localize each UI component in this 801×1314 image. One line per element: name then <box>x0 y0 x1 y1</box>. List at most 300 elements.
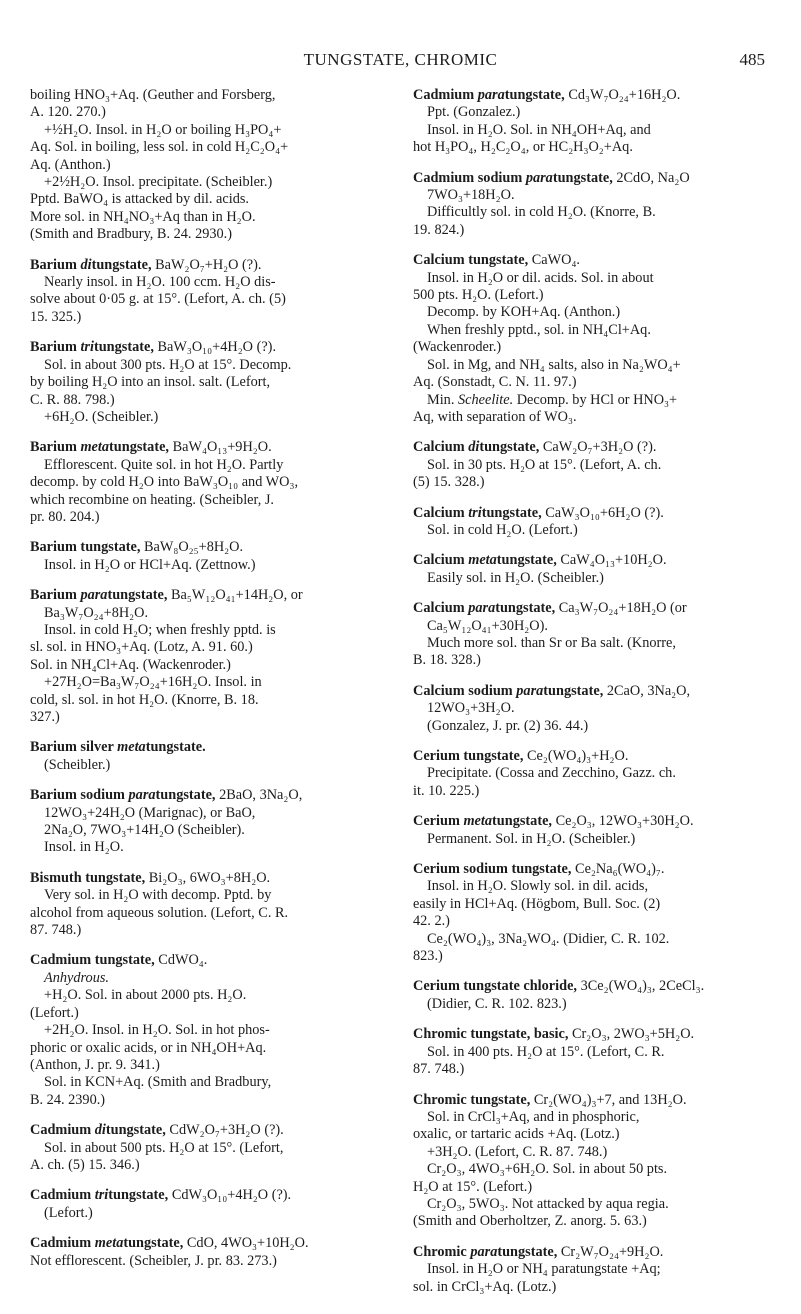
entry-text: Sol. in about 500 pts. H₂O at 15°. (Lefort, <box>44 1139 284 1156</box>
entry-line <box>30 587 382 604</box>
entry-text: BaW₃O₁₀+4H₂O (?). <box>157 339 277 356</box>
entry-line <box>413 87 771 104</box>
entry-line <box>413 439 771 456</box>
heading-prefix: di <box>468 439 480 456</box>
entry-line <box>30 739 382 756</box>
entry-text: CdO, 4WO₃+10H₂O. <box>186 1235 309 1252</box>
entry-text: Insol. in H₂O. Slowly sol. in dil. acids, <box>427 878 649 895</box>
entry-line <box>30 357 382 374</box>
entry-text: Sol. in about 300 pts. H₂O at 15°. Decomp. <box>44 356 292 373</box>
entry-text: Sol. in KCN+Aq. (Smith and Bradbury, <box>44 1074 272 1091</box>
entry-line <box>413 878 771 895</box>
entry-line <box>30 709 382 726</box>
entry-line <box>413 948 771 965</box>
entry-text: More sol. in NH₄NO₃+Aq than in H₂O. <box>30 208 256 225</box>
entry-text: Bi₂O₃, 6WO₃+8H₂O. <box>148 869 271 886</box>
entry-line <box>30 274 382 291</box>
entry-text: A. ch. (5) 15. 346.) <box>30 1156 140 1173</box>
entry <box>413 861 771 965</box>
entry-line <box>413 1144 771 1161</box>
entry-text: 823.) <box>413 948 443 965</box>
entry-text: (Didier, C. R. 102. 823.) <box>427 995 567 1012</box>
entry-line <box>413 1244 771 1261</box>
entry-text: B. 24. 2390.) <box>30 1091 106 1108</box>
entry-line <box>413 1279 771 1296</box>
entry-text: Cr₂O₃, 2WO₃+5H₂O. <box>571 1026 695 1043</box>
entry-heading: Cadmium tungstate, <box>30 952 159 969</box>
entry-line <box>413 357 771 374</box>
entry-line <box>30 191 382 208</box>
entry-heading: Chromic tungstate, basic, <box>413 1026 572 1043</box>
entry-line <box>413 1196 771 1213</box>
entry-text: Sol. in NH₄Cl+Aq. (Wackenroder.) <box>30 656 231 673</box>
entry-text: by boiling H₂O into an insol. salt. (Lefort, <box>30 374 271 391</box>
entry-line <box>413 635 771 652</box>
entry-text: +6H₂O. (Scheibler.) <box>44 408 159 425</box>
heading-prefix-wrapper <box>468 600 495 616</box>
entry-line <box>30 157 382 174</box>
entry-text: Ba₅W₁₂O₄₁+14H₂O, or <box>171 587 303 604</box>
entry-text: Decomp. by HCl or HNO₃+ <box>513 391 678 408</box>
entry-text: Insol. in H₂O or HCl+Aq. (Zettnow.) <box>44 556 256 573</box>
entry-text: 2CaO, 3Na₂O, <box>606 682 691 699</box>
entry-text: Ca₅W₁₂O₄₁+30H₂O). <box>427 617 548 634</box>
entry-text: (Wackenroder.) <box>413 339 502 356</box>
right-column <box>413 87 771 1309</box>
heading-prefix: para <box>516 682 544 699</box>
entry-line <box>30 104 382 121</box>
entry-heading: Cadmium <box>30 1187 95 1204</box>
entry-line <box>30 1157 382 1174</box>
heading-prefix-wrapper <box>468 439 479 455</box>
entry-line <box>413 618 771 635</box>
entry-text: 7WO₃+18H₂O. <box>427 187 515 204</box>
entry-line <box>413 122 771 139</box>
entry-line <box>413 931 771 948</box>
entry-line <box>30 922 382 939</box>
entry-text: BaW₂O₇+H₂O (?). <box>155 256 262 273</box>
entry-line <box>413 170 771 187</box>
heading-prefix-wrapper <box>470 1244 497 1260</box>
entry-heading: Barium <box>30 339 81 356</box>
entry-line <box>413 392 771 409</box>
entry-text: 2BaO, 3Na₂O, <box>219 787 303 804</box>
entry-text: (Scheibler.) <box>44 756 111 773</box>
entry <box>30 870 382 940</box>
entry-text: Sol. in cold H₂O. (Lefort.) <box>427 521 578 538</box>
entry-text: BaW₄O₁₃+9H₂O. <box>172 439 272 456</box>
entry-line <box>413 831 771 848</box>
entry-text: CaW₃O₁₀+6H₂O (?). <box>545 504 664 521</box>
page-number: 485 <box>739 50 765 69</box>
entry <box>413 87 771 157</box>
entry-line <box>30 1235 382 1252</box>
entry-text: 3Ce₂(WO₄)₃, 2CeCl₃. <box>580 978 705 995</box>
heading-prefix-wrapper <box>80 439 109 455</box>
entry-heading: Barium sodium <box>30 787 129 804</box>
heading-prefix-wrapper <box>516 683 543 699</box>
entry-line <box>30 392 382 409</box>
heading-prefix-wrapper <box>468 552 497 568</box>
entry <box>30 587 382 726</box>
heading-prefix-wrapper <box>463 813 492 829</box>
entry-line <box>30 1122 382 1139</box>
entry <box>413 439 771 491</box>
entry-text: +2H₂O. Insol. in H₂O. Sol. in hot phos- <box>44 1022 270 1039</box>
entry-text: 2CdO, Na₂O <box>616 169 690 186</box>
entry-text: Efflorescent. Quite sol. in hot H₂O. Partly <box>44 456 284 473</box>
entry-text: 15. 325.) <box>30 308 82 325</box>
entry-line <box>30 557 382 574</box>
entry-text: 327.) <box>30 709 60 725</box>
heading-prefix: para <box>470 1243 498 1260</box>
entry-heading: tungstate, <box>481 504 546 521</box>
entry-line <box>413 222 771 239</box>
entry-heading: tungstate, <box>543 682 607 699</box>
heading-prefix: para <box>468 600 496 617</box>
entry <box>30 439 382 526</box>
entry-text: Easily sol. in H₂O. (Scheibler.) <box>427 569 604 586</box>
entry-heading: Cerium sodium tungstate, <box>413 861 576 878</box>
entry-text: Nearly insol. in H₂O. 100 ccm. H₂O dis- <box>44 274 276 291</box>
entry-line <box>30 439 382 456</box>
entry-line <box>30 1074 382 1091</box>
entry-text: Sol. in 400 pts. H₂O at 15°. (Lefort, C. R. <box>427 1043 665 1060</box>
entry-line <box>413 783 771 800</box>
entry-line <box>30 822 382 839</box>
entry-text: 87. 748.) <box>30 922 82 939</box>
entry-heading: Cerium tungstate chloride, <box>413 978 581 995</box>
heading-prefix: para <box>477 87 505 103</box>
entry-text: Pptd. BaWO₄ is attacked by dil. acids. <box>30 191 249 208</box>
entry-heading: Barium <box>30 587 81 604</box>
entry-line <box>413 374 771 391</box>
entry <box>30 952 382 1109</box>
entry-text: (Lefort.) <box>30 1004 79 1021</box>
heading-prefix: para <box>128 787 156 804</box>
entry-heading: Chromic <box>413 1243 471 1260</box>
entry-heading: Barium tungstate, <box>30 539 144 556</box>
entry-text: Aq. Sol. in boiling, less sol. in cold H₂C₂O₄+ <box>30 139 289 156</box>
entry-line <box>30 122 382 139</box>
entry-text: B. 18. 328.) <box>413 652 481 669</box>
entry-heading: tungstate, <box>108 1187 172 1204</box>
entry-heading: Barium <box>30 439 81 456</box>
entry-text: Cr₂W₇O₂₄+9H₂O. <box>560 1243 664 1260</box>
entry-line <box>413 1213 771 1230</box>
entry-text: Decomp. by KOH+Aq. (Anthon.) <box>427 304 621 321</box>
entry-line <box>413 1261 771 1278</box>
entry-line <box>30 1057 382 1074</box>
entry-line <box>30 309 382 326</box>
entry-heading: Cerium <box>413 813 464 830</box>
entry-text: Much more sol. than Sr or Ba salt. (Knorre, <box>427 634 676 651</box>
entry-line <box>30 257 382 274</box>
entry-line <box>413 1061 771 1078</box>
entry-line <box>30 1253 382 1270</box>
entry-line <box>30 1092 382 1109</box>
entry-text: Aq. (Sonstadt, C. N. 11. 97.) <box>413 374 577 391</box>
entry-heading: Cadmium <box>30 1122 95 1139</box>
entry-line <box>413 522 771 539</box>
entry-text: Insol. in H₂O. <box>44 839 124 856</box>
entry <box>30 1122 382 1174</box>
entry-line <box>413 1126 771 1143</box>
entry <box>30 339 382 426</box>
entry-line <box>413 1179 771 1196</box>
entry-line <box>413 1161 771 1178</box>
entry-heading: Calcium tungstate, <box>413 252 532 269</box>
entry <box>30 539 382 574</box>
entry-line <box>30 1187 382 1204</box>
entry-line <box>30 787 382 804</box>
entry-text: Ca₃W₇O₂₄+18H₂O (or <box>558 600 687 617</box>
entry-text: CaW₄O₁₃+10H₂O. <box>560 552 667 569</box>
heading-prefix: meta <box>94 1235 124 1252</box>
entry-text: 12WO₃+3H₂O. <box>427 700 515 717</box>
entry-line <box>30 622 382 639</box>
entry-heading: Calcium <box>413 600 469 617</box>
entry-heading: tungstate, <box>479 439 543 456</box>
entry-line <box>30 1005 382 1022</box>
entry-text: 500 pts. H₂O. (Lefort.) <box>413 287 544 304</box>
entry-heading: tungstate, <box>492 813 556 830</box>
entry-line <box>30 339 382 356</box>
entry-line <box>413 187 771 204</box>
entry-line <box>413 996 771 1013</box>
entry-text: Aq. (Anthon.) <box>30 156 111 173</box>
entry-line <box>30 1140 382 1157</box>
entry-line <box>413 552 771 569</box>
entry-line <box>413 104 771 121</box>
entry-text: Cr₂O₃, 5WO₃. Not attacked by aqua regia. <box>427 1195 669 1212</box>
entry-line <box>413 570 771 587</box>
entry-heading: tungstate, <box>497 1243 561 1260</box>
entry-line <box>413 270 771 287</box>
entry-text: +27H₂O=Ba₃W₇O₂₄+16H₂O. Insol. in <box>44 674 262 691</box>
entry-text: phoric or oxalic acids, or in NH₄OH+Aq. <box>30 1039 267 1056</box>
entry-line <box>30 457 382 474</box>
heading-prefix: meta <box>117 739 146 756</box>
entry-line <box>413 700 771 717</box>
entry-heading: tungstate, <box>496 552 561 569</box>
entry-text: Very sol. in H₂O with decomp. Pptd. by <box>44 887 272 904</box>
entry-line <box>30 987 382 1004</box>
entry-line <box>413 409 771 426</box>
entry-text: Insol. in H₂O or dil. acids. Sol. in about <box>427 269 654 286</box>
entry-text: C. R. 88. 798.) <box>30 391 115 408</box>
entry-text: pr. 80. 204.) <box>30 508 100 525</box>
left-column <box>30 87 382 1283</box>
italic-text: Scheelite. <box>457 391 514 408</box>
entry-text: Sol. in CrCl₃+Aq, and in phosphoric, <box>427 1108 640 1125</box>
entry-text: 2Na₂O, 7WO₃+14H₂O (Scheibler). <box>44 822 245 839</box>
entry-line <box>30 87 382 104</box>
entry-line <box>413 252 771 269</box>
entry-line <box>30 1040 382 1057</box>
entry-line <box>413 1026 771 1043</box>
entry-line <box>413 1092 771 1109</box>
entry-line <box>30 870 382 887</box>
entry-text: BaW₈O₂₅+8H₂O. <box>143 539 244 556</box>
heading-prefix: tri <box>468 504 482 521</box>
entry-line <box>30 509 382 526</box>
entry-line <box>413 322 771 339</box>
heading-prefix-wrapper <box>95 1187 109 1203</box>
heading-prefix-wrapper <box>95 1122 106 1138</box>
entry-line <box>30 970 382 987</box>
entry <box>413 252 771 426</box>
entry-line <box>30 805 382 822</box>
heading-prefix-wrapper <box>117 739 146 755</box>
entry-text: +2½H₂O. Insol. precipitate. (Scheibler.) <box>44 174 273 191</box>
entry-text: 19. 824.) <box>413 221 465 238</box>
entry <box>30 87 382 244</box>
entry-line <box>30 657 382 674</box>
entry <box>413 813 771 848</box>
entry-heading: tungstate, <box>109 439 173 456</box>
entry-heading: Calcium <box>413 504 469 521</box>
entry-line <box>413 765 771 782</box>
entry-text: (Smith and Oberholtzer, Z. anorg. 5. 63.) <box>413 1213 647 1230</box>
entry-text: CaWO₄. <box>531 252 581 269</box>
entry-heading: Bismuth tungstate, <box>30 869 149 886</box>
entry-text: Not efflorescent. (Scheibler, J. pr. 83. 273.) <box>30 1252 277 1269</box>
entry-line <box>30 226 382 243</box>
entry-text: solve about 0·05 g. at 15°. (Lefort, A. ch. (5) <box>30 291 286 308</box>
heading-prefix-wrapper <box>478 87 505 103</box>
entry-text: Insol. in H₂O or NH₄ paratungstate +Aq; <box>427 1261 661 1278</box>
entry-text: When freshly pptd., sol. in NH₄Cl+Aq. <box>427 321 651 338</box>
entry-text: Difficultly sol. in cold H₂O. (Knorre, B. <box>427 204 656 221</box>
entry-text: 12WO₃+24H₂O (Marignac), or BaO, <box>44 804 256 821</box>
entry-heading: Barium <box>30 256 81 273</box>
entry-heading: tungstate, <box>91 256 156 273</box>
heading-prefix-wrapper <box>129 787 156 803</box>
entry-heading: tungstate, <box>105 1122 170 1139</box>
entry-text: sl. sol. in HNO₃+Aq. (Lotz, A. 91. 60.) <box>30 639 253 656</box>
entry-line <box>413 304 771 321</box>
heading-prefix: meta <box>463 813 493 830</box>
entry-text: (Gonzalez, J. pr. (2) 36. 44.) <box>427 717 589 734</box>
entry-text: CaW₂O₇+3H₂O (?). <box>542 439 657 456</box>
entry-line <box>413 1109 771 1126</box>
entry-text: A. 120. 270.) <box>30 104 106 121</box>
entry-line <box>413 718 771 735</box>
entry-line <box>413 457 771 474</box>
running-head <box>0 50 801 80</box>
entry-text: easily in HCl+Aq. (Högbom, Bull. Soc. (2) <box>413 895 661 912</box>
entry-heading: Calcium <box>413 439 469 456</box>
entry <box>30 787 382 857</box>
heading-prefix-wrapper <box>95 1235 124 1251</box>
entry-line <box>30 374 382 391</box>
heading-prefix: meta <box>468 552 497 569</box>
entry-line <box>30 639 382 656</box>
entry-text: +3H₂O. (Lefort, C. R. 87. 748.) <box>427 1143 608 1160</box>
entry-heading: Cerium tungstate, <box>413 748 527 764</box>
entry-heading: tungstate, <box>93 339 158 356</box>
entry-heading: Barium silver <box>30 739 118 756</box>
entry-heading: Cadmium <box>413 87 478 103</box>
entry-text: (Smith and Bradbury, B. 24. 2930.) <box>30 226 232 243</box>
entry-line <box>30 887 382 904</box>
entry-text: Sol. in Mg, and NH₄ salts, also in Na₂WO₄+ <box>427 356 681 373</box>
heading-prefix: tri <box>80 339 94 356</box>
entry-line <box>30 692 382 709</box>
heading-prefix: para <box>80 587 108 604</box>
entry-line <box>413 474 771 491</box>
entry <box>413 1244 771 1296</box>
entry-text: Aq, with separation of WO₃. <box>413 408 577 425</box>
entry-text: Permanent. Sol. in H₂O. (Scheibler.) <box>427 830 636 847</box>
entry-text: Ce₂(WO₄)₃+H₂O. <box>526 748 629 764</box>
heading-prefix: tri <box>94 1187 109 1204</box>
entry <box>413 1026 771 1078</box>
entry-line <box>30 757 382 774</box>
entry-line <box>413 748 771 765</box>
entry-text: hot H₃PO₄, H₂C₂O₄, or HC₂H₃O₂+Aq. <box>413 139 633 156</box>
entry-line <box>30 905 382 922</box>
entry-line <box>413 204 771 221</box>
entry-text: alcohol from aqueous solution. (Lefort, C. R. <box>30 904 289 921</box>
entry <box>413 1092 771 1231</box>
entry-text: (5) 15. 328.) <box>413 474 485 491</box>
entry-line <box>30 492 382 509</box>
entry-line <box>30 1022 382 1039</box>
entry-line <box>30 839 382 856</box>
entry-line <box>30 605 382 622</box>
heading-prefix: para <box>525 169 553 186</box>
entry-heading: Calcium <box>413 552 469 569</box>
entry-line <box>413 913 771 930</box>
entry-heading: tungstate, <box>107 587 171 604</box>
entry-line <box>413 683 771 700</box>
entry-heading: tungstate, <box>155 787 220 804</box>
entry-line <box>30 209 382 226</box>
entry-line <box>30 474 382 491</box>
entry-line <box>413 600 771 617</box>
entry-text: sol. in CrCl₃+Aq. (Lotz.) <box>413 1278 557 1295</box>
entry-text: CdW₂O₇+3H₂O (?). <box>169 1122 284 1139</box>
entry-text: oxalic, or tartaric acids +Aq. (Lotz.) <box>413 1126 620 1143</box>
entry-line <box>413 1044 771 1061</box>
entry-heading: tungstate, <box>552 169 617 186</box>
entry-text: cold, sl. sol. in hot H₂O. (Knorre, B. 18. <box>30 691 259 708</box>
entry-line <box>413 813 771 830</box>
entry-text: Cr₂(WO₄)₃+7, and 13H₂O. <box>533 1091 687 1108</box>
entry-line <box>413 978 771 995</box>
entry <box>413 505 771 540</box>
entry-text: CdW₃O₁₀+4H₂O (?). <box>171 1187 292 1204</box>
entry-line <box>413 652 771 669</box>
heading-prefix: di <box>94 1122 106 1139</box>
entry-heading: tungstate, <box>495 600 559 617</box>
entry-line <box>30 1205 382 1222</box>
running-title: TUNGSTATE, CHROMIC <box>303 50 498 69</box>
entry <box>413 170 771 240</box>
entry-heading: tungstate, <box>123 1235 187 1252</box>
entry-text: Min. <box>427 391 458 408</box>
entry-line <box>30 291 382 308</box>
entry-line <box>30 539 382 556</box>
entry-text: Cd₃W₇O₂₄+16H₂O. <box>568 87 681 103</box>
italic-line: Anhydrous. <box>44 969 109 986</box>
entry-heading: Calcium sodium <box>413 682 517 699</box>
entry-text: Ba₃W₇O₂₄+8H₂O. <box>44 604 149 621</box>
heading-prefix: meta <box>80 439 110 456</box>
entry-line <box>413 287 771 304</box>
